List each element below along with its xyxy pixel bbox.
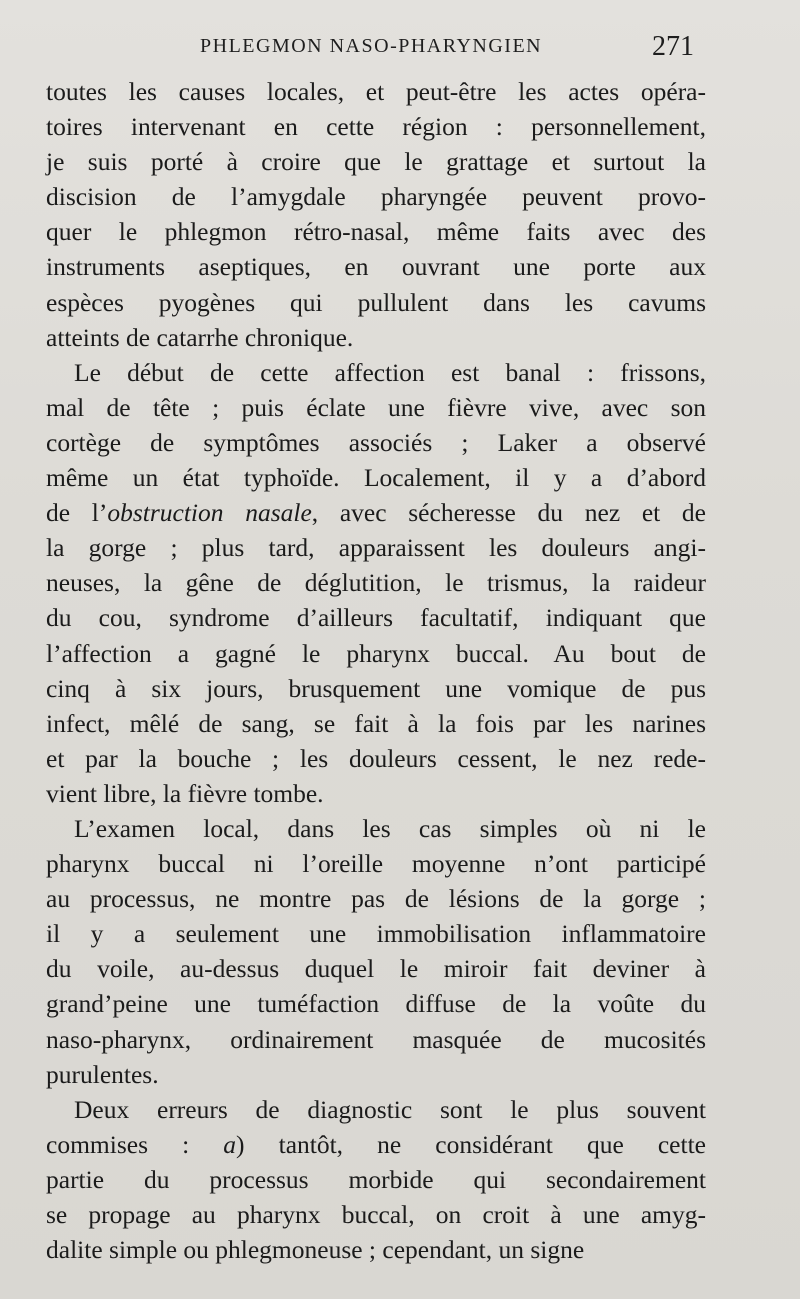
text-line	[46, 846, 706, 881]
italic-text: a	[223, 1129, 237, 1159]
text-segment: atteints de catarrhe chronique.	[46, 322, 354, 352]
text-line	[46, 1022, 706, 1057]
text-line	[46, 776, 706, 811]
text-segment: naso-pharynx, ordinairement masquée de mucosités	[46, 1024, 706, 1054]
italic-text: obstruction nasale	[107, 498, 312, 528]
text-line	[46, 916, 706, 951]
text-line	[46, 109, 706, 144]
text-line	[46, 530, 706, 565]
text-segment: mal de tête ; puis éclate une fièvre vive, avec son	[46, 392, 706, 422]
text-line	[46, 811, 706, 846]
text-line	[46, 285, 706, 320]
text-line	[46, 74, 706, 109]
text-line	[46, 495, 706, 530]
text-segment: toires intervenant en cette région : personnellement,	[46, 112, 706, 142]
text-line	[46, 460, 706, 495]
text-segment: l’affection a gagné le pharynx buccal. Au bout de	[46, 638, 706, 668]
text-segment: quer le phlegmon rétro-nasal, même faits avec des	[46, 217, 706, 247]
text-segment: se propage au pharynx buccal, on croit à une amyg-	[46, 1200, 706, 1229]
text-segment: ) tantôt, ne considérant que cette	[236, 1129, 706, 1159]
page-number: 271	[652, 31, 694, 62]
text-segment: et par la bouche ; les douleurs cessent, le nez rede-	[46, 743, 706, 773]
text-line	[46, 425, 706, 460]
text-line	[46, 249, 706, 284]
paragraph	[46, 74, 706, 355]
text-segment: même un état typhoïde. Localement, il y a d’abord	[46, 463, 706, 493]
text-line	[46, 1057, 706, 1092]
text-line	[46, 179, 706, 214]
text-segment: discision de l’amygdale pharyngée peuvent provo-	[46, 182, 706, 212]
text-segment: grand’peine une tuméfaction diffuse de la voûte du	[46, 989, 706, 1019]
text-line	[46, 390, 706, 425]
text-segment: cortège de symptômes associés ; Laker a observé	[46, 427, 706, 457]
page-header	[0, 31, 800, 65]
text-line	[46, 951, 706, 986]
text-segment: je suis porté à croire que le grattage et surtout la	[46, 147, 706, 177]
text-line	[46, 1127, 706, 1162]
text-line	[46, 986, 706, 1021]
text-segment: pharynx buccal ni l’oreille moyenne n’ont participé	[46, 849, 706, 879]
text-segment: du voile, au-dessus duquel le miroir fait deviner à	[46, 954, 706, 984]
text-segment: Le début de cette affection est banal : frissons,	[74, 357, 706, 387]
paragraph	[46, 355, 706, 811]
text-line	[46, 881, 706, 916]
text-line	[46, 671, 706, 706]
text-segment: vient libre, la fièvre tombe.	[46, 778, 324, 808]
text-segment: L’examen local, dans les cas simples où ni le	[74, 813, 706, 843]
text-line	[46, 565, 706, 600]
text-segment: partie du processus morbide qui secondairement	[46, 1164, 706, 1194]
text-segment: du cou, syndrome d’ailleurs facultatif, indiquant que	[46, 603, 706, 633]
text-segment: infect, mêlé de sang, se fait à la fois par les narines	[46, 708, 706, 738]
text-line	[46, 1232, 706, 1267]
text-line	[46, 600, 706, 635]
text-segment: Deux erreurs de diagnostic sont le plus souvent	[74, 1094, 706, 1124]
paragraph	[46, 811, 706, 1092]
body-text	[46, 74, 706, 1267]
text-line	[46, 144, 706, 179]
text-line	[46, 1197, 706, 1232]
text-segment: purulentes.	[46, 1059, 159, 1089]
text-line	[46, 1092, 706, 1127]
text-segment: toutes les causes locales, et peut-être les actes opéra-	[46, 77, 706, 106]
text-segment: au processus, ne montre pas de lésions de la gorge ;	[46, 884, 706, 914]
text-segment: de l’	[46, 498, 108, 528]
text-line	[46, 320, 706, 355]
text-segment: instruments aseptiques, en ouvrant une porte aux	[46, 252, 706, 282]
running-title: PHLEGMON NASO-PHARYNGIEN	[200, 35, 543, 57]
text-segment: espèces pyogènes qui pullulent dans les cavums	[46, 287, 706, 317]
text-segment: la gorge ; plus tard, apparaissent les douleurs angi-	[46, 533, 706, 563]
paragraph	[46, 1092, 706, 1267]
text-line	[46, 636, 706, 671]
text-line	[46, 1162, 706, 1197]
text-segment: neuses, la gêne de déglutition, le trismus, la raideur	[46, 568, 706, 598]
text-line	[46, 214, 706, 249]
text-line	[46, 741, 706, 776]
text-line	[46, 706, 706, 741]
text-segment: dalite simple ou phlegmoneuse ; cependant, un signe	[46, 1235, 585, 1265]
text-segment: il y a seulement une immobilisation inflammatoire	[46, 919, 706, 949]
text-segment: , avec sécheresse du nez et de	[311, 498, 706, 528]
text-line	[46, 355, 706, 390]
text-segment: commises :	[46, 1129, 224, 1159]
text-segment: cinq à six jours, brusquement une vomique de pus	[46, 673, 706, 703]
